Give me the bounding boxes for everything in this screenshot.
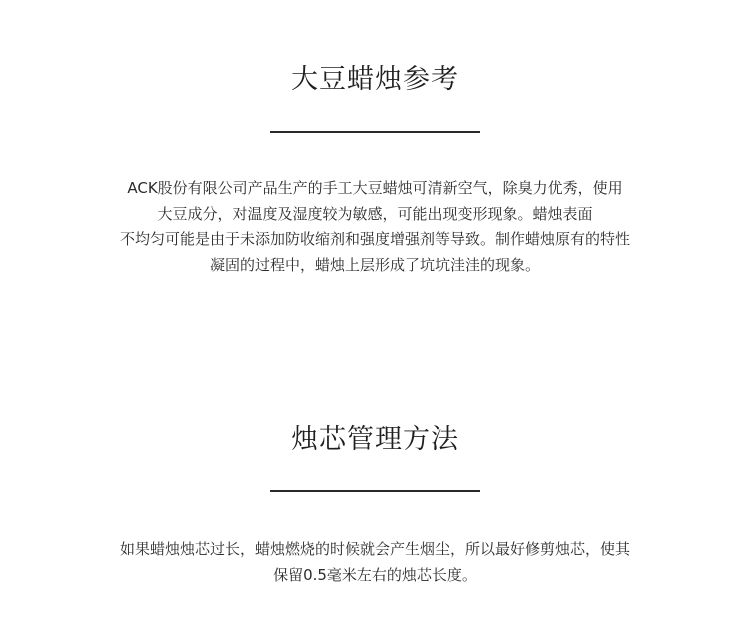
section-wick-care — [0, 423, 750, 457]
paragraph-line: ACK股份有限公司产品生产的手工大豆蜡烛可清新空气，除臭力优秀，使用 — [127, 179, 623, 197]
paragraph-line: 凝固的过程中，蜡烛上层形成了坑坑洼洼的现象。 — [209, 255, 540, 274]
paragraph-line: 不均匀可能是由于未添加防收缩剂和强度增强剂等导致。制作蜡烛原有的特性 — [119, 230, 630, 248]
paragraph-line: 如果蜡烛烛芯过长，蜡烛燃烧的时候就会产生烟尘，所以最好修剪烛芯，使其 — [119, 540, 630, 558]
section-paragraph — [60, 176, 690, 278]
section-title: 烛芯管理方法 — [291, 424, 459, 455]
paragraph-line: 保留0.5毫米左右的烛芯长度。 — [273, 565, 477, 584]
paragraph-line: 大豆成分，对温度及湿度较为敏感，可能出现变形现象。蜡烛表面 — [157, 204, 593, 223]
title-divider — [270, 131, 480, 133]
section-title: 大豆蜡烛参考 — [291, 64, 459, 95]
section-paragraph — [60, 537, 690, 588]
title-divider — [270, 490, 480, 492]
section-soy-candle — [0, 63, 750, 97]
